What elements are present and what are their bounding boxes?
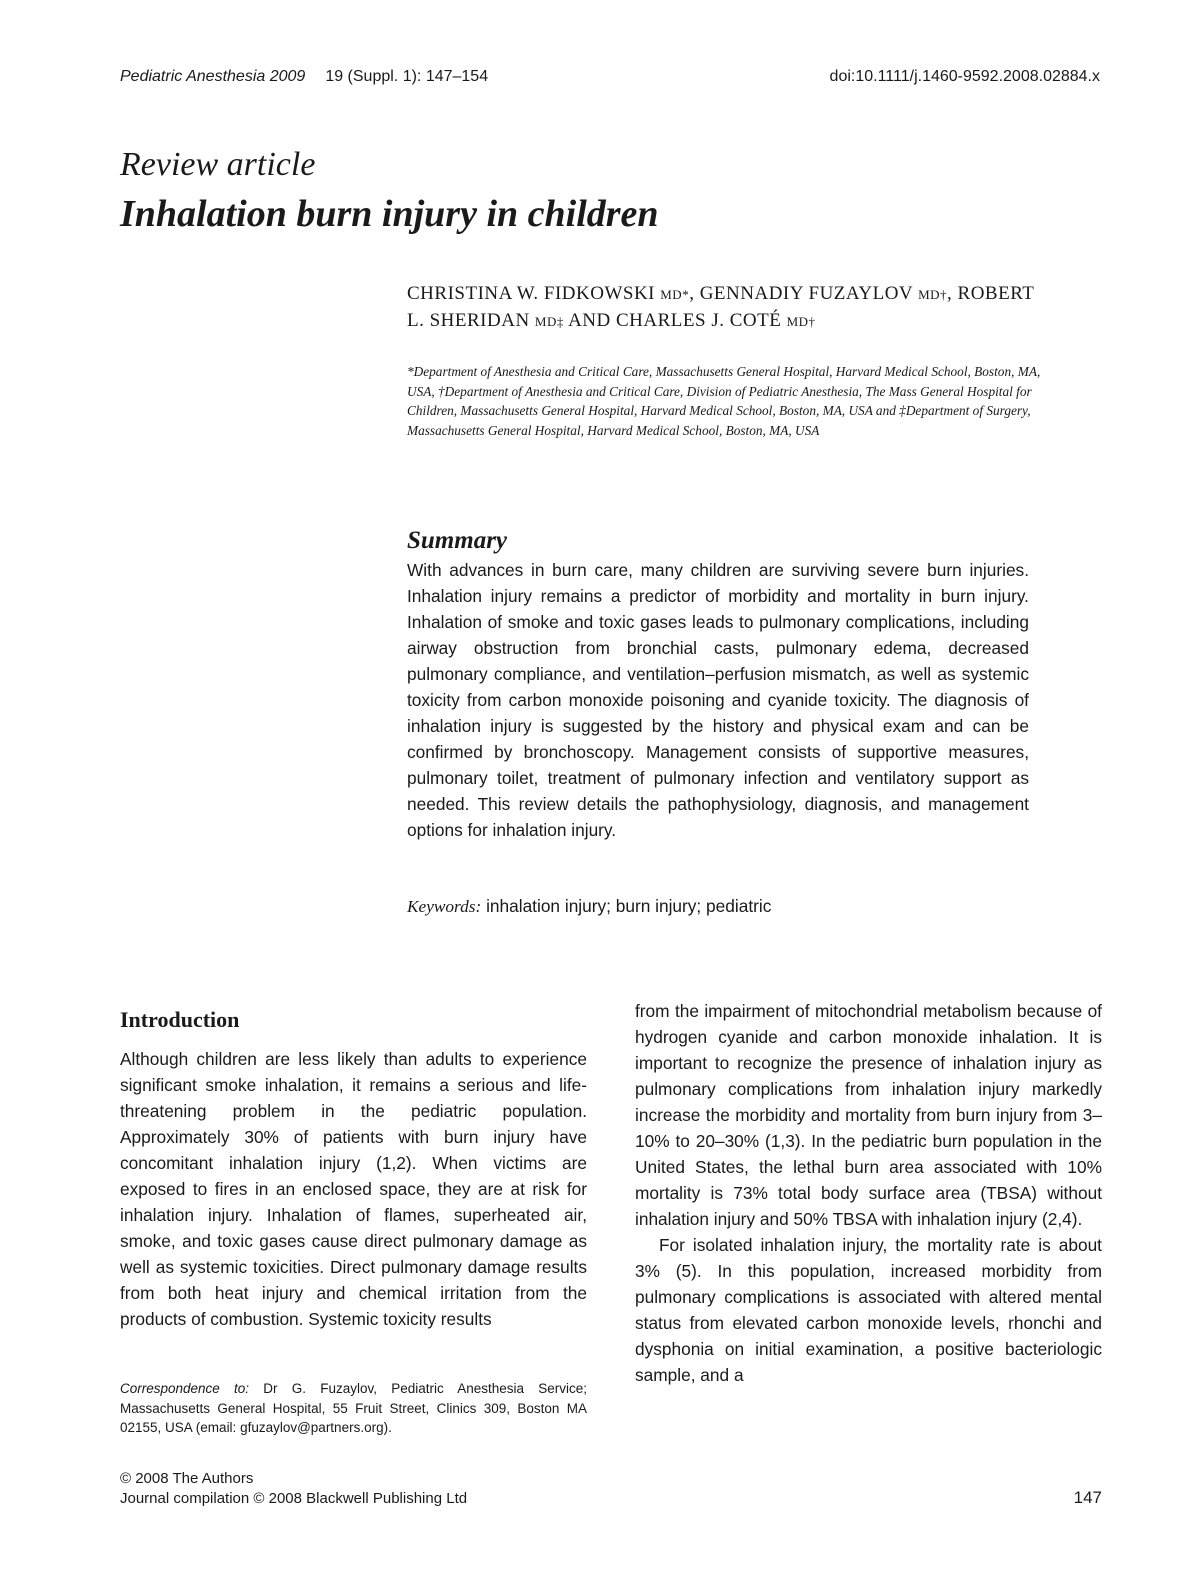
- body-paragraph: from the impairment of mitochondrial metabolism because of hydrogen cyanide and carbon monoxide inhalation. It is important to recognize the presence of inhalation injury as pulmonary complications from inhalation injury markedly increase the morbidity and mortality from burn injury from 3–10% to 20–30% (1,3). In the pediatric burn population in the United States, the lethal burn area associated with 10% mortality is 73% total body surface area (TBSA) without inhalation injury and 50% TBSA with inhalation injury (2,4).: [635, 1001, 1102, 1229]
- journal-name: Pediatric Anesthesia 2009: [120, 68, 306, 85]
- introduction-heading: Introduction: [120, 1007, 240, 1032]
- summary-heading: Summary: [407, 527, 508, 554]
- author-list: [407, 281, 1047, 335]
- author-degree: MD†: [786, 314, 816, 329]
- author-degree: MD*: [660, 287, 690, 302]
- author-name: CHRISTINA W. FIDKOWSKI: [407, 283, 655, 304]
- author-separator: ,: [947, 283, 958, 304]
- correspondence-text: Dr G. Fuzaylov, Pediatric Anesthesia Service; Massachusetts General Hospital, 55 Fruit Street, Clinics 309, Boston MA 02155, USA (email: gfuzaylov@partners.org).: [120, 1381, 587, 1435]
- keywords-list: inhalation injury; burn injury; pediatric: [486, 896, 772, 916]
- author-degree: MD†: [918, 287, 948, 302]
- correspondence-label: Correspondence to:: [120, 1381, 250, 1396]
- affiliations: *Department of Anesthesia and Critical Care, Massachusetts General Hospital, Harvard Medical School, Boston, MA, USA, †Department of Anesthesia and Critical Care, Division of Pediatric Anesthesia, The Mass General Hospital for Children, Massachusetts General Hospital, Harvard Medical School, Boston, MA, USA and ‡Department of Surgery, Massachusetts General Hospital, Harvard Medical School, Boston, MA, USA: [407, 364, 1041, 438]
- keywords: [407, 896, 771, 917]
- article-type: Review article: [120, 146, 316, 183]
- copyright-authors: © 2008 The Authors: [120, 1470, 254, 1487]
- author-separator: ,: [689, 283, 700, 304]
- correspondence-note: [120, 1379, 587, 1438]
- doi: doi:10.1111/j.1460-9592.2008.02884.x: [829, 68, 1100, 85]
- author-degree: MD‡: [534, 314, 564, 329]
- right-column: [635, 998, 1102, 1388]
- copyright-publisher: Journal compilation © 2008 Blackwell Publishing Ltd: [120, 1490, 468, 1507]
- running-header: [120, 68, 488, 86]
- author-name: GENNADIY FUZAYLOV: [699, 283, 913, 304]
- body-paragraph: For isolated inhalation injury, the mortality rate is about 3% (5). In this population, increased morbidity from pulmonary complications is associated with altered mental status from elevated carbon monoxide levels, rhonchi and dysphonia on initial examination, a positive bacteriologic sample, and a: [635, 1235, 1102, 1385]
- volume-info: 19 (Suppl. 1): 147–154: [325, 68, 489, 85]
- page-number: 147: [1073, 1488, 1102, 1507]
- author-name: ROBERT L. SHERIDAN: [407, 283, 1034, 331]
- article-title: Inhalation burn injury in children: [120, 193, 659, 235]
- summary-text: With advances in burn care, many children are surviving severe burn injuries. Inhalation injury remains a predictor of morbidity and mortality in burn injury. Inhalation of smoke and toxic gases leads to pulmonary complications, including airway obstruction from bronchial casts, pulmonary edema, decreased pulmonary compliance, and ventilation–perfusion mismatch, as well as systemic toxicity from carbon monoxide poisoning and cyanide toxicity. The diagnosis of inhalation injury is suggested by the history and physical exam and can be confirmed by bronchoscopy. Management consists of supportive measures, pulmonary toilet, treatment of pulmonary infection and ventilatory support as needed. This review details the pathophysiology, diagnosis, and management options for inhalation injury.: [407, 560, 1029, 840]
- author-separator: AND: [563, 310, 616, 331]
- introduction-paragraph: Although children are less likely than adults to experience significant smoke inhalation, it remains a serious and life-threatening problem in the pediatric population. Approximately 30% of patients with burn injury have concomitant inhalation injury (1,2). When victims are exposed to fires in an enclosed space, they are at risk for inhalation injury. Inhalation of flames, superheated air, smoke, and toxic gases cause direct pulmonary damage as well as systemic toxicities. Direct pulmonary damage results from both heat injury and chemical irritation from the products of combustion. Systemic toxicity results: [120, 1049, 587, 1329]
- author-name: CHARLES J. COTÉ: [616, 310, 782, 331]
- keywords-label: Keywords:: [407, 897, 482, 916]
